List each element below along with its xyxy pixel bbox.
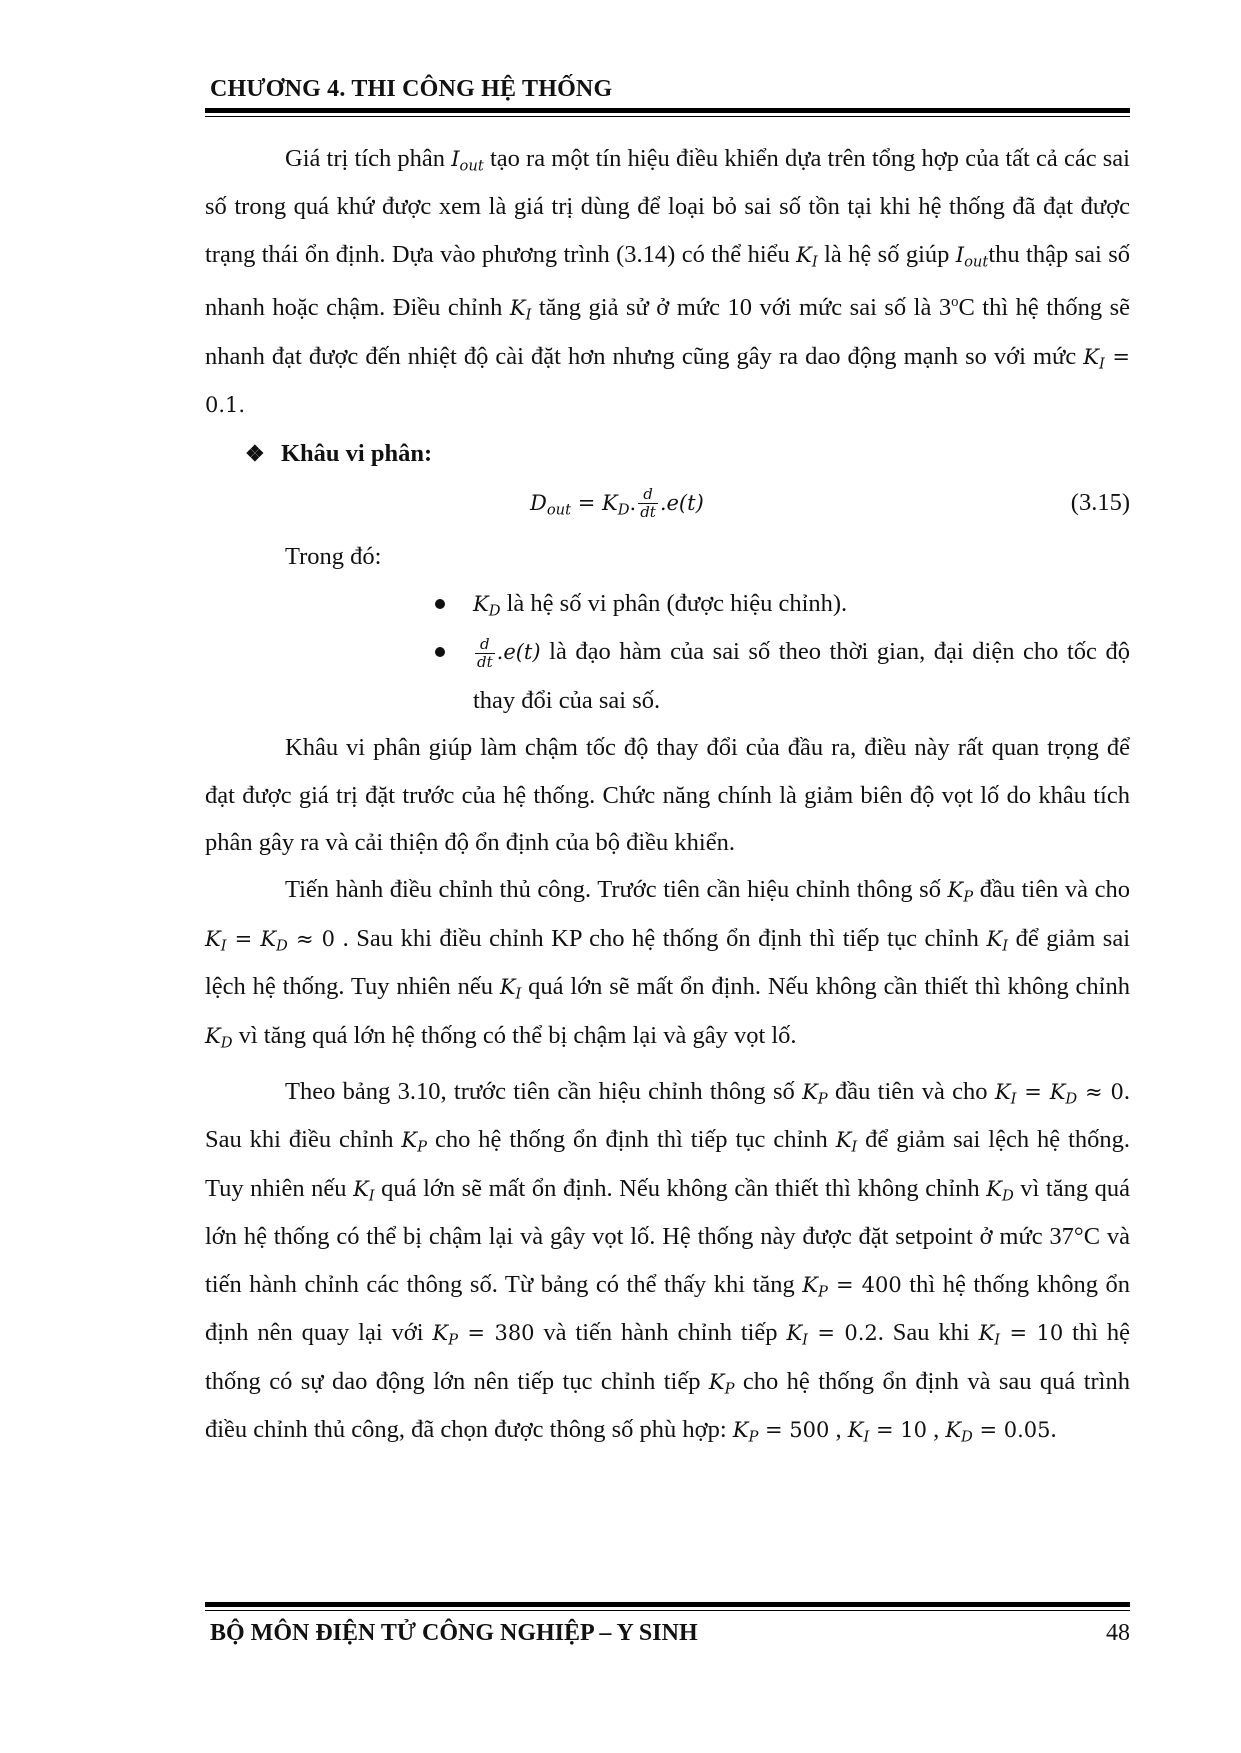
definition-list: [205, 580, 1130, 724]
equation-3-15: $D_{out} = K_D$. $\frac{d}{dt}$ .e(t) (3.15): [205, 477, 1130, 529]
diamond-bullet-icon: ❖: [245, 440, 265, 466]
footer-rule: [205, 1602, 1130, 1611]
page-number: 48: [1106, 1620, 1130, 1646]
section-heading-derivative: ❖ Khâu vi phân:: [205, 430, 1130, 477]
paragraph-table-tuning: Theo bảng 3.10, trước tiên cần hiệu chỉnh thông số $K_P$ đầu tiên và cho $K_I = K_D \approx 0$. Sau khi điều chỉnh $K_P$ cho hệ thống ổn định thì tiếp tục chỉnh $K_I$ để giảm sai lệch hệ thống. Tuy nhiên nếu $K_I$ quá lớn sẽ mất ổn định. Nếu không cần thiết thì không chỉnh $K_D$ vì tăng quá lớn hệ thống có thể bị chậm lại và gây vọt lố. Hệ thống này được đặt setpoint ở mức 37°C và tiến hành chỉnh các thông số. Từ bảng có thể thấy khi tăng $K_P = 400$ thì hệ thống không ổn định nên quay lại với $K_P = 380$ và tiến hành chỉnh tiếp $K_I = 0.2$. Sau khi $K_I = 10$ thì hệ thống có sự dao động lớn nên tiếp tục chỉnh tiếp $K_P$ cho hệ thống ổn định và sau quá trình điều chỉnh thủ công, đã chọn được thông số phù hợp: $K_P = 500$ , $K_I = 10$ , $K_D = 0.05$.: [205, 1078, 1131, 1446]
department-name: BỘ MÔN ĐIỆN TỬ CÔNG NGHIỆP – Y SINH: [210, 1620, 698, 1646]
bullet-icon: [435, 647, 445, 657]
paragraph-derivative-role: Khâu vi phân giúp làm chậm tốc độ thay đổi của đầu ra, điều này rất quan trọng để đạt được giá trị đặt trước của hệ thống. Chức năng chính là giảm biên độ vọt lố do khâu tích phân gây ra và cải thiện độ ổn định của bộ điều khiển.: [205, 734, 1130, 857]
header-rule: [205, 108, 1130, 117]
equation-number: (3.15): [1070, 488, 1130, 516]
bullet-icon: [435, 599, 445, 609]
list-item: $K_D$ là hệ số vi phân (được hiệu chỉnh).: [205, 580, 1130, 628]
list-item: $\frac{d}{dt}$ .e(t) là đạo hàm của sai số theo thời gian, đại diện cho tốc độ thay đổi của sai số.: [205, 628, 1130, 724]
chapter-title: CHƯƠNG 4. THI CÔNG HỆ THỐNG: [210, 76, 613, 102]
derivative-fraction: $\frac{d}{dt}$: [640, 485, 656, 522]
paragraph-manual-tuning: Tiến hành điều chỉnh thủ công. Trước tiên cần hiệu chỉnh thông số $K_P$ đầu tiên và cho $K_I = K_D \approx 0$ . Sau khi điều chỉnh KP cho hệ thống ổn định thì tiếp tục chỉnh $K_I$ để giảm sai lệch hệ thống. Tuy nhiên nếu $K_I$ quá lớn sẽ mất ổn định. Nếu không cần thiết thì không chỉnh $K_D$ vì tăng quá lớn hệ thống có thể bị chậm lại và gây vọt lố.: [205, 876, 1131, 1052]
page-body: [205, 135, 1130, 1454]
where-label: Trong đó:: [285, 542, 382, 570]
paragraph-integral: Giá trị tích phân $I_{out}$ tạo ra một tín hiệu điều khiển dựa trên tổng hợp của tất cả các sai số trong quá khứ được xem là giá trị dùng để loại bỏ sai số tồn tại khi hệ thống đã đạt được trạng thái ổn định. Dựa vào phương trình (3.14) có thể hiểu $K_I$ là hệ số giúp $I_{out}thu$ thập sai số nhanh hoặc chậm. Điều chỉnh $K_I$ tăng giả sử ở mức 10 với mức sai số là 3$^o$C thì hệ thống sẽ nhanh đạt được đến nhiệt độ cài đặt hơn nhưng cũng gây ra dao động mạnh so với mức $K_I = 0.1$.: [205, 145, 1131, 418]
